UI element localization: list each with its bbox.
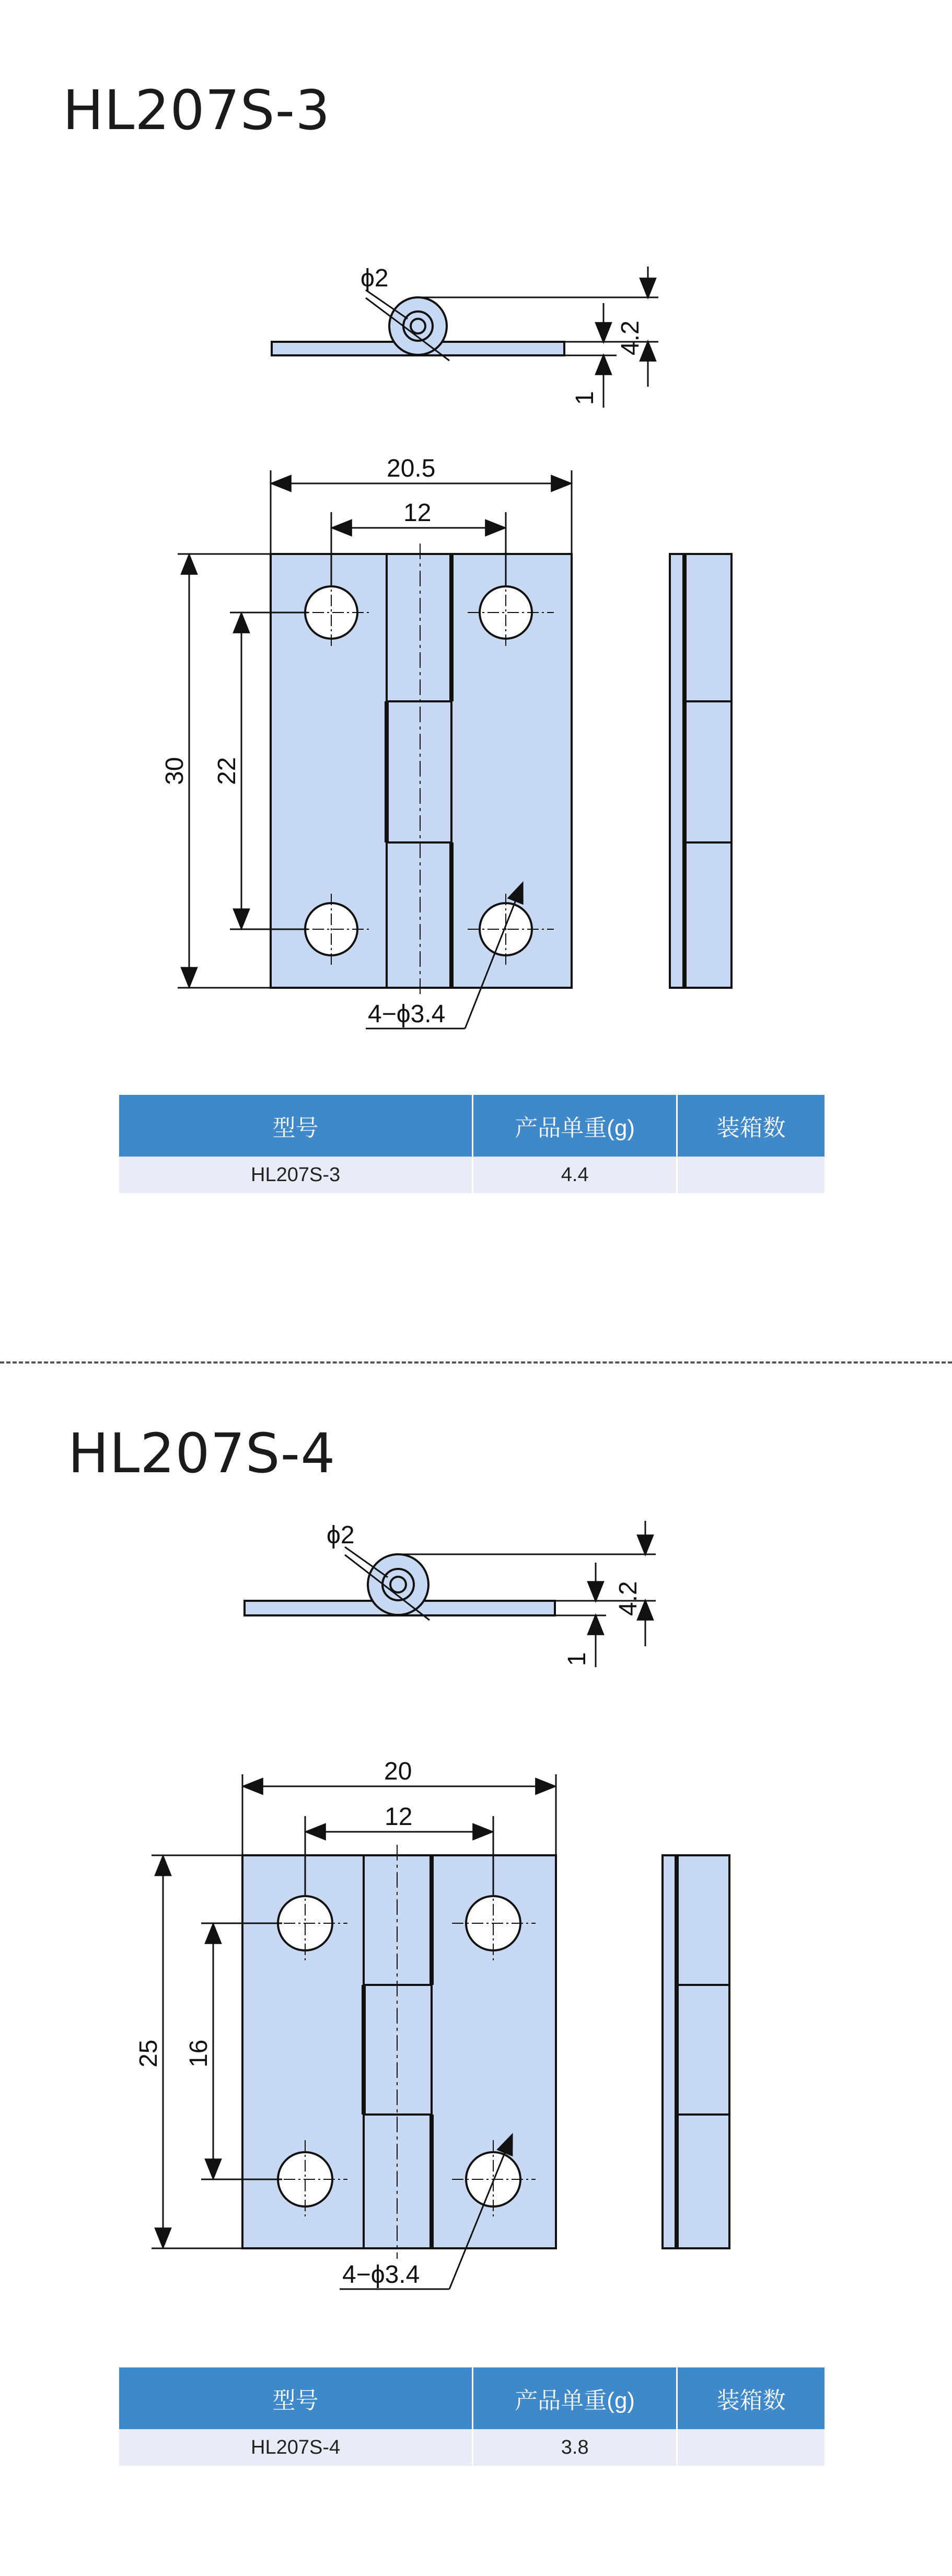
cell-model: HL207S-4 xyxy=(119,2429,473,2466)
height-label: 4.2 xyxy=(617,320,644,355)
cell-weight: 4.4 xyxy=(473,1157,677,1193)
hole-spacing-x-label: 12 xyxy=(403,499,432,527)
table-header-row xyxy=(119,1095,825,1157)
col-weight: 产品单重(g) xyxy=(473,2367,677,2429)
hole-spacing-y-label: 22 xyxy=(213,757,241,785)
hole-spacing-y-label: 16 xyxy=(185,2039,213,2067)
table-row xyxy=(119,1157,825,1193)
edge-view xyxy=(272,297,564,361)
product-title: HL207S-4 xyxy=(68,1422,336,1485)
side-view xyxy=(670,554,732,988)
holes-label: 4−ϕ3.4 xyxy=(368,1000,446,1028)
product-title: HL207S-3 xyxy=(63,78,331,142)
spec-table xyxy=(119,2367,825,2466)
product-section-2 xyxy=(0,1286,952,2576)
pin-diameter-label: ϕ2 xyxy=(327,1521,355,1549)
width-label: 20 xyxy=(384,1758,412,1785)
side-view xyxy=(663,1855,729,2248)
col-pack: 装箱数 xyxy=(677,1095,825,1157)
col-weight: 产品单重(g) xyxy=(473,1095,677,1157)
hole-spacing-x-label: 12 xyxy=(385,1803,413,1831)
width-label: 20.5 xyxy=(387,455,436,482)
cell-pack xyxy=(677,2429,825,2466)
col-pack: 装箱数 xyxy=(677,2367,825,2429)
edge-view xyxy=(245,1554,555,1620)
length-label: 25 xyxy=(135,2039,162,2067)
height-label: 4.2 xyxy=(614,1581,642,1616)
length-label: 30 xyxy=(161,757,189,785)
thickness-label: 1 xyxy=(563,1652,591,1666)
spec-table xyxy=(119,1095,825,1193)
pin-diameter-label: ϕ2 xyxy=(361,264,389,292)
col-model: 型号 xyxy=(119,2367,473,2429)
col-model: 型号 xyxy=(119,1095,473,1157)
cell-model: HL207S-3 xyxy=(119,1157,473,1193)
cell-pack xyxy=(677,1157,825,1193)
thickness-label: 1 xyxy=(571,391,599,405)
holes-label: 4−ϕ3.4 xyxy=(342,2261,420,2289)
table-row xyxy=(119,2429,825,2466)
cell-weight: 3.8 xyxy=(473,2429,677,2466)
table-header-row xyxy=(119,2367,825,2429)
